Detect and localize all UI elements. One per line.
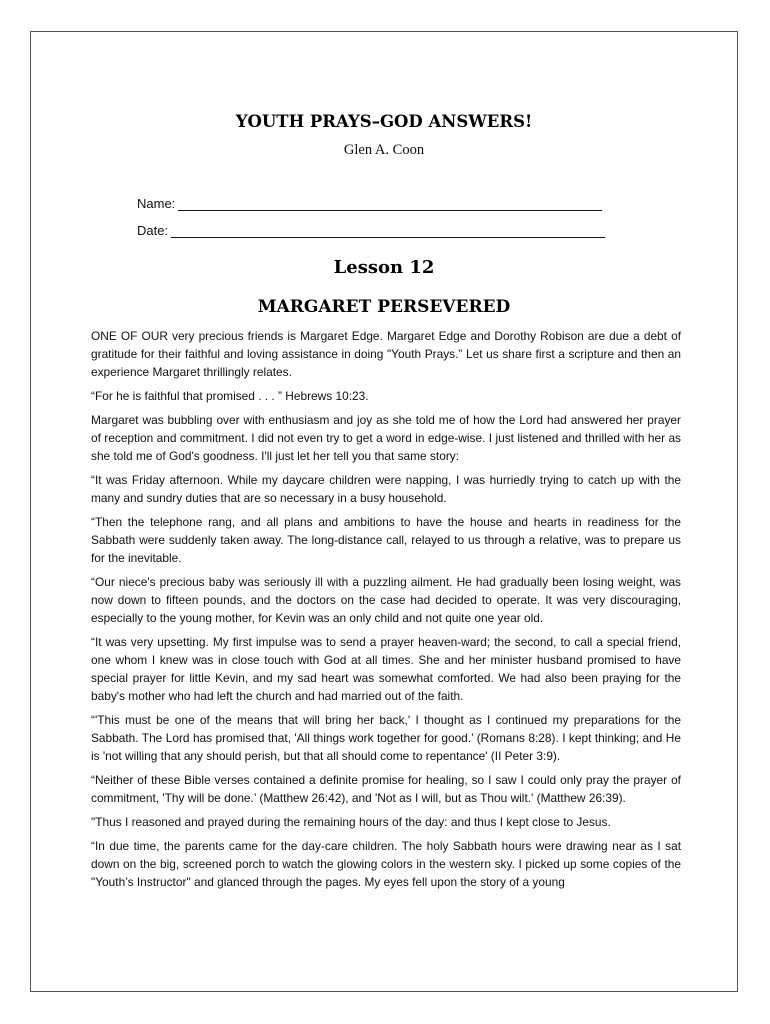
date-line[interactable]: [171, 224, 605, 238]
date-label: Date:: [137, 223, 169, 238]
paragraph: ONE OF OUR very precious friends is Margaret Edge. Margaret Edge and Dorothy Robison are due a debt of gratitude for their faithful and loving assistance in doing "Youth Prays.” Let us share first a scripture and then an experience Margaret thrillingly relates.: [91, 329, 681, 379]
lesson-title: MARGARET PERSEVERED: [257, 297, 511, 317]
paragraph: “It was Friday afternoon. While my daycare children were napping, I was hurriedly trying to catch up with the many and sundry duties that are so necessary in a busy household.: [91, 473, 681, 505]
name-field[interactable]: [137, 196, 602, 211]
paragraph: “'This must be one of the means that will bring her back,' I thought as I continued my preparations for the Sabbath. The Lord has promised that, 'All things work together for good.’ (Romans 8:28). I kept thinking; and He is 'not willing that any should perish, but that all should come to repentance' (II Peter 3:9).: [91, 713, 681, 763]
name-line[interactable]: [178, 197, 602, 211]
paragraph: “In due time, the parents came for the day-care children. The holy Sabbath hours were drawing near as I sat down on the big, screened porch to watch the glowing colors in the western sky. I picked up some copies of the "Youth’s Instructor" and glanced through the pages. My eyes fell upon the story of a young: [91, 839, 681, 889]
document-page: [30, 31, 738, 992]
lesson-number: Lesson 12: [333, 257, 435, 278]
document-title: YOUTH PRAYS–GOD ANSWERS!: [235, 112, 533, 131]
paragraph: "Thus I reasoned and prayed during the remaining hours of the day: and thus I kept close to Jesus.: [91, 815, 611, 829]
paragraph: “Neither of these Bible verses contained a definite promise for healing, so I saw I could only pray the prayer of commitment, 'Thy will be done.’ (Matthew 26:42), and 'Not as I will, but as Thou wilt.' (Matthew 26:39).: [91, 773, 681, 805]
paragraph: “It was very upsetting. My first impulse was to send a prayer heaven-ward; the second, to call a special friend, one whom I knew was in close touch with God at all times. She and her minister husband promised to have special prayer for little Kevin, and my sad heart was somewhat comforted. We had also been praying for the baby's mother who had left the church and had married out of the faith.: [91, 635, 681, 703]
author-name: Glen A. Coon: [343, 142, 425, 158]
paragraph: “Then the telephone rang, and all plans and ambitions to have the house and hearts in readiness for the Sabbath were suddenly taken away. The long-distance call, relayed to us through a relative, was to prepare us for the inevitable.: [91, 515, 681, 565]
paragraph: Margaret was bubbling over with enthusiasm and joy as she told me of how the Lord had answered her prayer of reception and commitment. I did not even try to get a word in edge-wise. I just listened and thrilled with her as she told me of God's goodness. I'll just let her tell you that same story:: [91, 413, 681, 463]
date-field[interactable]: [137, 223, 605, 238]
paragraph: “Our niece's precious baby was seriously ill with a puzzling ailment. He had gradually been losing weight, was now down to fifteen pounds, and the doctors on the case had decided to operate. It was very discouraging, especially to the young mother, for Kevin was an only child and not quite one year old.: [91, 575, 681, 625]
lesson-body: [91, 327, 681, 897]
name-label: Name:: [137, 196, 176, 211]
paragraph: “For he is faithful that promised . . . ” Hebrews 10:23.: [91, 389, 369, 403]
